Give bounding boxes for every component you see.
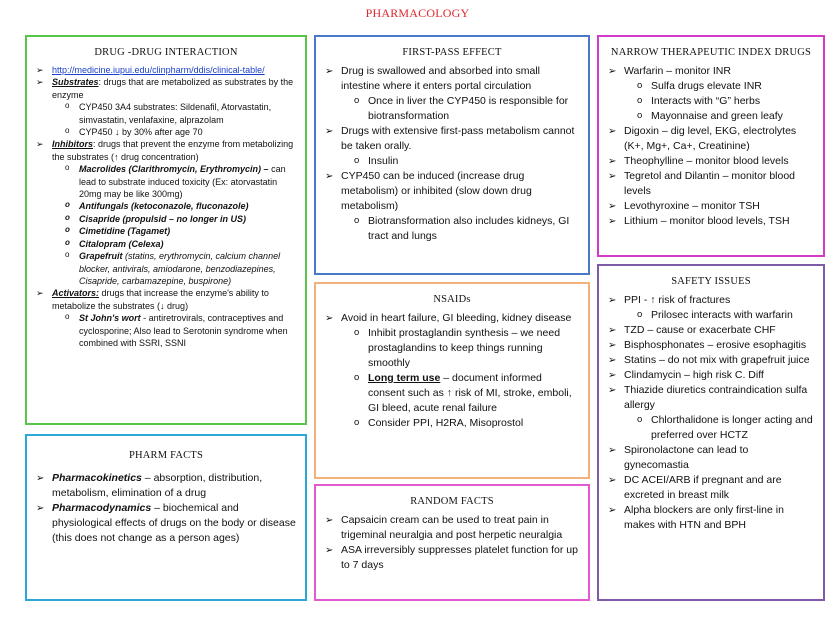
list-item: ➢ ASA irreversibly suppresses platelet function for up to 7 days [324, 543, 580, 573]
list-item: ➢ Levothyroxine – monitor TSH [607, 199, 815, 214]
list-item: o Grapefruit (statins, erythromycin, calcium channel blocker, antivirals, amiodarone, benzodiazepines, Cisapride, carbamazepine, buspirone) [62, 250, 297, 287]
pharm-facts-box [25, 434, 307, 601]
list-item: o CYP450 ↓ by 30% after age 70 [62, 126, 297, 138]
list-item: o Cisapride (propulsid – no longer in US) [62, 213, 297, 225]
random-facts-box [314, 484, 590, 601]
list-item: ➢ Inhibitors: drugs that prevent the enzyme from metabolizing the substrates (↑ drug concentration) o Macrolides (Clarithromycin, Erythromycin) – can lead to substrate induced toxicity (Ex: atorvastatin 20mg may be like 300mg) o Antifungals (ketoconazole, fluconazole) o Cisapride (propulsid – no longer in US) o Cimetidine (Tagamet) o Citalopram (Celexa) o Grapefruit (statins, erythromycin, calcium channel blocker, antivirals, amiodarone, benzodiazepines, Cisapride, carbamazepine, buspirone) [35, 138, 297, 287]
list-item: ➢ Substrates: drugs that are metabolized as substrates by the enzyme o CYP450 3A4 substrates: Sildenafil, Atorvastatin, simvastatin, venlafaxine, alprazolam o CYP450 ↓ by 30% after age 70 [35, 76, 297, 138]
list-item: ➢ Pharmacokinetics – absorption, distribution, metabolism, elimination of a drug [35, 471, 297, 501]
list-item: ➢ Bisphosphonates – erosive esophagitis [607, 338, 815, 353]
list-item: o Once in liver the CYP450 is responsible for biotransformation [351, 94, 580, 124]
list-item: ➢ Theophylline – monitor blood levels [607, 154, 815, 169]
list-item: o Prilosec interacts with warfarin [634, 308, 815, 323]
list-item: ➢ Thiazide diuretics contraindication sulfa allergy o Chlorthalidone is longer acting and preferred over HCTZ [607, 383, 815, 443]
list-item: ➢ TZD – cause or exacerbate CHF [607, 323, 815, 338]
safety-heading: SAFETY ISSUES [671, 276, 751, 287]
list-item: ➢ DC ACEI/ARB if pregnant and are excreted in breast milk [607, 473, 815, 503]
list-item: ➢ Tegretol and Dilantin – monitor blood levels [607, 169, 815, 199]
list-item: ➢ Avoid in heart failure, GI bleeding, kidney disease o Inhibit prostaglandin synthesis – we need prostaglandins to keep things running smoothly o Long term use – document informed consent such as ↑ risk of MI, stroke, emboli, GI bleed, acute renal failure o Consider PPI, H2RA, Misoprostol [324, 311, 580, 431]
list-item: ➢ Warfarin – monitor INR o Sulfa drugs elevate INR o Interacts with “G” herbs o Mayonnaise and green leafy [607, 64, 815, 124]
list-item: o Long term use – document informed consent such as ↑ risk of MI, stroke, emboli, GI bleed, acute renal failure [351, 371, 580, 416]
list-item: o Citalopram (Celexa) [62, 238, 297, 250]
list-item: ➢ Activators: drugs that increase the enzyme's ability to metabolize the substrates (↓ drug) o St John's wort - antiretrovirals, contraceptives and cyclosporine; Also lead to Serotonin syndrome when combined with SSRI, SSNI [35, 287, 297, 349]
list-item: ➢ Pharmacodynamics – biochemical and physiological effects of drugs on the body or disease (this does not change as a person ages) [35, 501, 297, 546]
page-title: PHARMACOLOGY [365, 6, 470, 20]
list-item: ➢ Alpha blockers are only first-line in makes with HTN and BPH [607, 503, 815, 533]
list-item: o Cimetidine (Tagamet) [62, 225, 297, 237]
list-item: ➢ Capsaicin cream can be used to treat pain in trigeminal neuralgia and post herpetic neuralgia [324, 513, 580, 543]
list-item: o Biotransformation also includes kidneys, GI tract and lungs [351, 214, 580, 244]
list-item: ➢ Spironolactone can lead to gynecomastia [607, 443, 815, 473]
list-item: ➢ Clindamycin – high risk C. Diff [607, 368, 815, 383]
narrow-therapeutic-index-box [597, 35, 825, 257]
nsaids-heading: NSAIDs [433, 294, 471, 305]
list-item: o Consider PPI, H2RA, Misoprostol [351, 416, 580, 431]
list-item: o Antifungals (ketoconazole, fluconazole) [62, 200, 297, 212]
list-item: o Chlorthalidone is longer acting and preferred over HCTZ [634, 413, 815, 443]
fpe-heading: FIRST-PASS EFFECT [402, 47, 502, 58]
nsaids-box [314, 282, 590, 479]
nti-heading: NARROW THERAPEUTIC INDEX DRUGS [610, 47, 812, 58]
list-item: ➢ Digoxin – dig level, EKG, electrolytes (K+, Mg+, Ca+, Creatinine) [607, 124, 815, 154]
list-item: o CYP450 3A4 substrates: Sildenafil, Atorvastatin, simvastatin, venlafaxine, alprazolam [62, 101, 297, 126]
random-heading: RANDOM FACTS [410, 496, 494, 507]
list-item: o Sulfa drugs elevate INR [634, 79, 815, 94]
list-item: ➢ Lithium – monitor blood levels, TSH [607, 214, 815, 229]
drug-drug-interaction-box [25, 35, 307, 425]
list-item: ➢ PPI - ↑ risk of fractures o Prilosec interacts with warfarin [607, 293, 815, 323]
list-item: ➢ Statins – do not mix with grapefruit juice [607, 353, 815, 368]
list-item: ➢ Drug is swallowed and absorbed into small intestine where it enters portal circulation o Once in liver the CYP450 is responsible for biotransformation [324, 64, 580, 124]
list-item [35, 64, 297, 76]
first-pass-effect-box [314, 35, 590, 275]
pharm-heading: PHARM FACTS [128, 450, 204, 461]
safety-issues-box [597, 264, 825, 601]
list-item: o Macrolides (Clarithromycin, Erythromycin) – can lead to substrate induced toxicity (Ex: atorvastatin 20mg may be like 300mg) [62, 163, 297, 200]
list-item: o St John's wort - antiretrovirals, contraceptives and cyclosporine; Also lead to Serotonin syndrome when combined with SSRI, SSNI [62, 312, 297, 349]
list-item: ➢ CYP450 can be induced (increase drug metabolism) or inhibited (slow down drug metabolism) o Biotransformation also includes kidneys, GI tract and lungs [324, 169, 580, 244]
ddi-heading: DRUG -DRUG INTERACTION [94, 47, 238, 58]
list-item: o Interacts with “G” herbs [634, 94, 815, 109]
list-item: o Mayonnaise and green leafy [634, 109, 815, 124]
list-item: o Insulin [351, 154, 580, 169]
list-item: o Inhibit prostaglandin synthesis – we need prostaglandins to keep things running smoothly [351, 326, 580, 371]
list-item: ➢ Drugs with extensive first-pass metabolism cannot be taken orally. o Insulin [324, 124, 580, 169]
clinical-table-link[interactable]: http://medicine.iupui.edu/clinpharm/ddis/clinical-table/ [52, 65, 265, 75]
